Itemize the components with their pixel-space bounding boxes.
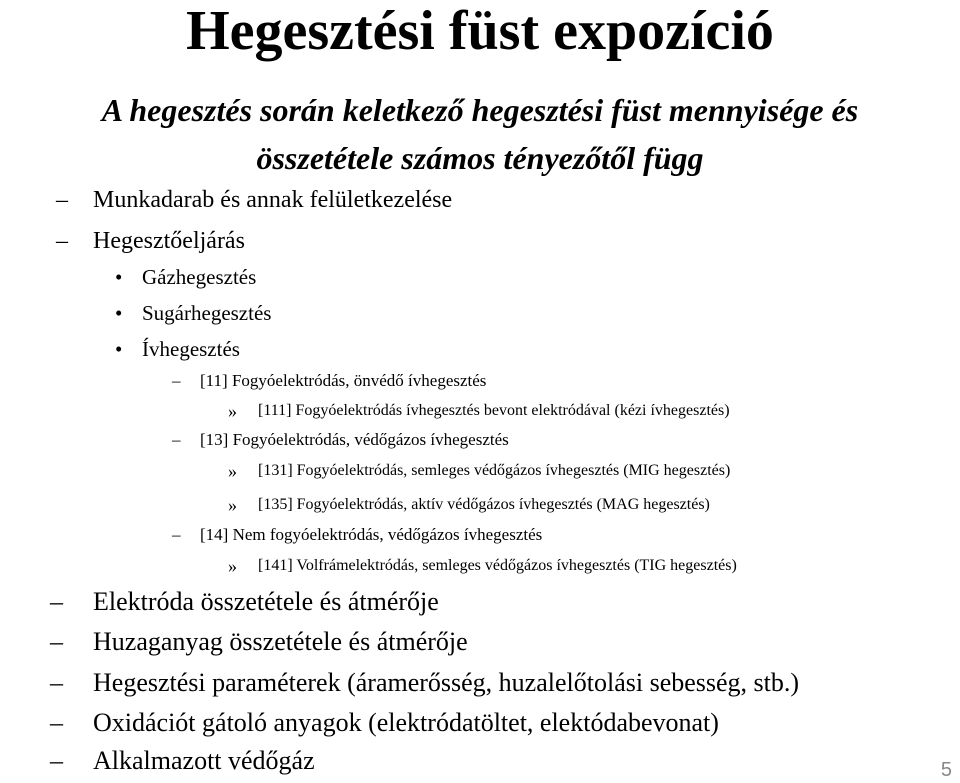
subtitle-line-1: A hegesztés során keletkező hegesztési füst mennyisége és [101,92,859,128]
list-item-text: [14] Nem fogyóelektródás, védőgázos ívhegesztés [200,525,543,544]
list-item-text: Ívhegesztés [142,337,240,361]
list-item-text: Gázhegesztés [142,265,257,289]
dash-marker: – [56,187,68,213]
raquo-marker: » [228,495,237,515]
raquo-marker: » [228,556,237,576]
list-item-text: [13] Fogyóelektródás, védőgázos ívhegesztés [200,430,509,449]
list-item-text: Huzaganyag összetétele és átmérője [93,627,468,656]
list-item-text: [131] Fogyóelektródás, semleges védőgázos ívhegesztés (MIG hegesztés) [258,462,731,479]
list-item-text: Oxidációt gátoló anyagok (elektródatöltet, elektódabevonat) [93,708,719,737]
list-item-text: Munkadarab és annak felületkezelése [93,187,453,213]
dash-marker: – [172,525,181,544]
dash-marker: – [50,627,63,656]
dash-marker: – [172,371,181,390]
bullet-marker: • [115,301,123,325]
list-item-text: [11] Fogyóelektródás, önvédő ívhegesztés [200,371,487,390]
list-item-text: [135] Fogyóelektródás, aktív védőgázos ívhegesztés (MAG hegesztés) [258,496,710,513]
dash-marker: – [56,228,68,254]
dash-marker: – [50,746,63,775]
list-item-text: [141] Volfrámelektródás, semleges védőgázos ívhegesztés (TIG hegesztés) [258,557,737,574]
list-item-text: [111] Fogyóelektródás ívhegesztés bevont elektródával (kézi ívhegesztés) [258,402,730,419]
dash-marker: – [50,708,63,737]
dash-marker: – [50,668,63,697]
dash-marker: – [172,430,181,449]
list-item-text: Alkalmazott védőgáz [93,746,315,775]
bullet-marker: • [115,265,123,289]
raquo-marker: » [228,461,237,481]
subtitle-line-2: összetétele számos tényezőtől függ [256,140,704,176]
dash-marker: – [50,587,63,616]
list-item-text: Sugárhegesztés [142,301,272,325]
bullet-marker: • [115,337,123,361]
list-item-text: Hegesztőeljárás [93,228,245,254]
page-number: 5 [940,759,952,781]
list-item-text: Elektróda összetétele és átmérője [93,587,439,616]
slide-subtitle [0,86,960,182]
raquo-marker: » [228,401,237,421]
list-item-text: Hegesztési paraméterek (áramerősség, huzalelőtolási sebesség, stb.) [93,668,800,697]
slide-title: Hegesztési füst expozíció [186,0,774,62]
